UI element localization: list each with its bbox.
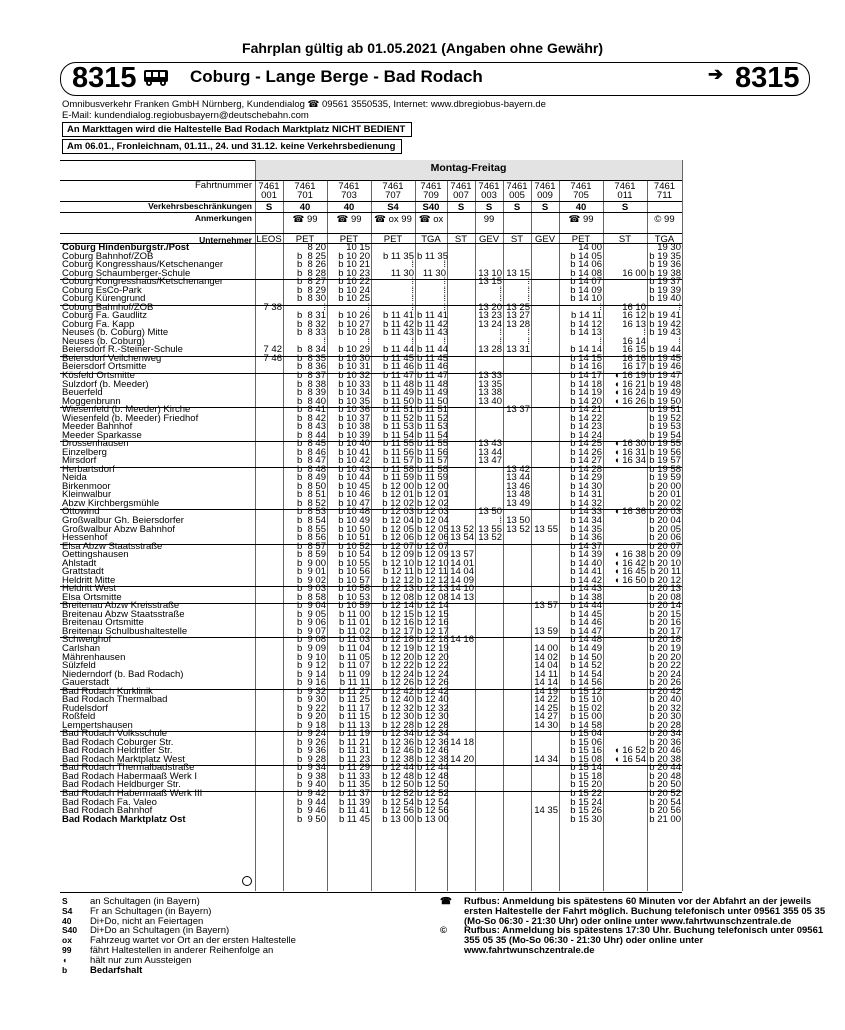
trip-number-suffix: 703 <box>341 190 357 201</box>
trip-times-column: b 11 35 ⁞ 11 30 ⁞ ⁞ ⁞ ⁞ b 11 41 b 11 42 b 11 43 ⁞ b 11 44 b 11 45 b 11 46 b 11 47 b 11 48 b 11 49 b 11 50 b 11 51 b 11 52 b 11 53 b 11 54 b 11 55 b 11 56 b 11 57 b 11 58 b 11 59 b 12 00 b 12 01 b 12 02 b 12 03 b 12 04 b 12 05 b 12 06 b 12 07 b 12 09 b 12 10 b 12 11 b 12 12 b 12 13 b 12 08 b 12 14 b 12 15 b 12 16 b 12 17 b 12 18 b 12 19 b 12 20 b 12 22 b 12 24 b 12 26 b 12 42 b 12 40 b 12 32 b 12 30 b 12 28 b 12 34 b 12 36 b 12 46 b 12 38 b 12 44 b 12 48 b 12 50 b 12 52 b 12 54 b 12 56 b 13 00 <box>417 250 449 825</box>
trip-number: 7461 <box>450 181 472 192</box>
stop-name: Sulzdorf (b. Meeder) <box>62 378 149 390</box>
trip-number-suffix: 001 <box>261 190 277 201</box>
trip-operator: ST <box>454 234 468 245</box>
stop-name: Coburg Fa. Gaudlitz <box>62 310 148 322</box>
stop-name: Bad Rodach Coburger Str. <box>62 736 174 748</box>
legend-text: Fahrzeug wartet vor Ort an der ersten Haltestelle <box>90 935 296 947</box>
column-divider <box>503 180 504 891</box>
legend-symbol: S40 <box>62 925 78 936</box>
trip-restriction: 40 <box>299 202 311 213</box>
stop-name: Bad Rodach Marktplatz West <box>62 753 185 765</box>
stop-name: Coburg Fa. Kapp <box>62 318 135 330</box>
trip-operator: PET <box>339 234 359 245</box>
legend-symbol: ◖ <box>62 954 68 965</box>
stop-name: Coburg Bahnhof/ZOB <box>62 250 154 262</box>
legend <box>62 897 296 975</box>
stop-name: Bad Rodach Heldburger Str. <box>62 779 181 791</box>
route-number-right: 8315 <box>735 62 800 94</box>
stop-name: Beiersdorf Veilchenweg <box>62 352 162 364</box>
trip-number-suffix: 007 <box>453 190 469 201</box>
stop-name: Mirsdorf <box>62 455 97 467</box>
trip-note: © 99 <box>654 214 675 225</box>
stop-name: Ottowind <box>62 506 100 518</box>
trip-note: ☎ ox 99 <box>374 214 412 225</box>
trip-restriction: 40 <box>575 202 587 213</box>
stop-name: Ahlstadt <box>62 557 97 569</box>
trip-number-suffix: 701 <box>297 190 313 201</box>
stop-name: Coburg EsCo-Park <box>62 284 142 296</box>
stop-name: Sülzfeld <box>62 660 96 672</box>
trip-times-column: 16 00 16 10 16 12 16 13 ⁞ 16 14 16 15 16 16 16 17 ◖ 16 19 ◖ 16 21 ◖ 16 24 ◖ 16 26 ◖ 16 30 ◖ 16 31 ◖ 16 34 ◖ 16 36 ◖ 16 38 ◖ 16 42 ◖ 16 45 ◖ 16 50 ◖ 16 52 ◖ 16 54 <box>613 267 646 765</box>
stop-name: Heldritt Mitte <box>62 574 116 586</box>
stop-name: Coburg Kongresshaus/Ketschenanger <box>62 276 224 288</box>
rufbus-text: Rufbus: Anmeldung bis spätestens 60 Minuten vor der Abfahrt an der jeweils ersten Haltestelle der Fahrt möglich. Buchung telefonisch unter 09561 355 05 35 (Mo-So 06:30 - 21:30 Uhr) oder online unter www.fahrtwunschzentrale.de <box>464 896 826 927</box>
stop-name: Birkenmoor <box>62 480 111 492</box>
trip-times-column: 13 10 13 15 ⁞ ⁞ 13 20 13 23 13 24 ⁞ ⁞ 13 28 13 33 13 35 13 38 13 40 13 43 13 44 13 47 13 50 ⁞ 13 55 13 52 <box>478 267 502 544</box>
stop-name: Neuses (b. Coburg) <box>62 335 145 347</box>
stop-name: Schweighof <box>62 634 112 646</box>
trip-number: 7461 <box>294 181 316 192</box>
stop-name: Neida <box>62 472 87 484</box>
legend-item <box>62 966 296 976</box>
column-divider <box>531 180 532 891</box>
column-divider <box>475 180 476 891</box>
trip-times-column: 13 52 13 54 13 57 14 01 14 04 14 09 14 10 14 13 14 16 14 18 14 20 <box>450 523 474 765</box>
legend-text: Di+Do, nicht an Feiertagen <box>90 915 204 927</box>
stop-name: Bad Rodach Thermalbadstraße <box>62 762 195 774</box>
trip-number: 7461 <box>420 181 442 192</box>
stop-name: Bad Rodach Habermaaß Werk I <box>62 770 197 782</box>
stop-name: Bad Rodach Thermalbad <box>62 694 168 706</box>
legend-text: Fr an Schultagen (in Bayern) <box>90 905 212 917</box>
column-divider <box>283 180 284 891</box>
stop-name: Bad Rodach Volksschule <box>62 728 168 740</box>
stop-name: Carlshan <box>62 642 101 654</box>
stop-name: Großwalbur Abzw Bahnhof <box>62 523 176 535</box>
stop-name: Niederndorf (b. Bad Rodach) <box>62 668 184 680</box>
trip-restriction: S <box>541 202 549 213</box>
stop-name: Moggenbrunn <box>62 395 121 407</box>
trip-restriction: S <box>513 202 521 213</box>
rufbus-note <box>440 897 830 926</box>
stop-name: Breitenau Schulbushaltestelle <box>62 625 188 637</box>
trip-times-column: 10 15 b 10 20 b 10 21 b 10 23 b 10 22 b 10 24 b 10 25 ⁞ b 10 26 b 10 27 b 10 28 ⁞ b 10 29 b 10 30 b 10 31 b 10 32 b 10 33 b 10 34 b 10 35 b 10 36 b 10 37 b 10 38 b 10 39 b 10 40 b 10 41 b 10 42 b 10 43 b 10 44 b 10 45 b 10 46 b 10 47 b 10 48 b 10 49 b 10 50 b 10 51 b 10 52 b 10 54 b 10 55 b 10 56 b 10 57 b 10 58 b 10 53 b 10 59 b 11 00 b 11 01 b 11 02 b 11 03 b 11 04 b 11 05 b 11 07 b 11 09 b 11 11 b 11 27 b 11 25 b 11 17 b 11 15 b 11 13 b 11 19 b 11 21 b 11 31 b 11 23 b 11 29 b 11 33 b 11 35 b 11 37 b 11 39 b 11 41 b 11 45 <box>338 242 370 825</box>
stop-name: Kösfeld Ortsmitte <box>62 369 135 381</box>
stop-name: Bad Rodach Heldritter Str. <box>62 745 173 757</box>
trip-operator: PET <box>295 234 315 245</box>
operator-info <box>62 99 546 121</box>
trip-operator: ST <box>510 234 524 245</box>
day-header: Montag-Freitag <box>430 162 507 174</box>
trip-operator: GEV <box>534 234 556 245</box>
bus-icon <box>143 69 169 87</box>
operator-email: E-Mail: kundendialog.regiobusbayern@deutschebahn.com <box>62 110 309 121</box>
trip-number-suffix: 003 <box>481 190 497 201</box>
trip-number: 7461 <box>506 181 528 192</box>
stop-name: Wiesenfeld (b. Meeder) Kirche <box>62 404 191 416</box>
label-anmerkungen: Anmerkungen <box>194 213 252 223</box>
circle-icon <box>242 876 252 886</box>
trip-number: 7461 <box>338 181 360 192</box>
legend-symbol: 99 <box>62 944 72 955</box>
stop-name: Rudelsdorf <box>62 702 108 714</box>
stop-name: Einzelberg <box>62 446 107 458</box>
legend-text: hält nur zum Aussteigen <box>90 954 192 966</box>
trip-number-suffix: 711 <box>656 190 673 201</box>
stop-name: Coburg Bahnhof/ZOB <box>62 301 154 313</box>
legend-symbol: 40 <box>62 915 72 926</box>
stop-name: Großwalbur Gh. Beiersdorfer <box>62 515 184 526</box>
trip-times-column: 8 20 b 8 25 b 8 26 b 8 28 b 8 27 b 8 29 b 8 30 ⁞ b 8 31 b 8 32 b 8 33 ⁞ b 8 34 b 8 35 b 8 36 b 8 37 b 8 38 b 8 39 b 8 40 b 8 41 b 8 42 b 8 43 b 8 44 b 8 45 b 8 46 b 8 47 b 8 48 b 8 49 b 8 50 b 8 51 b 8 52 b 8 53 b 8 54 b 8 55 b 8 56 b 8 57 b 8 59 b 9 00 b 9 01 b 9 02 b 9 03 b 8 58 b 9 04 b 9 05 b 9 06 b 9 07 b 9 08 b 9 09 b 9 10 b 9 12 b 9 14 b 9 16 b 9 32 b 9 30 b 9 22 b 9 20 b 9 18 b 9 24 b 9 26 b 9 36 b 9 28 b 9 34 b 9 38 b 9 40 b 9 42 b 9 44 b 9 46 b 9 50 <box>296 242 326 825</box>
label-fahrtnummer: Fahrtnummer <box>194 180 252 191</box>
trip-number: 7461 <box>258 181 280 192</box>
trip-operator: GEV <box>478 234 500 245</box>
trip-operator: TGA <box>421 234 441 245</box>
trip-number: 7461 <box>382 181 404 192</box>
column-divider <box>647 180 648 891</box>
notice-no-service: Am 06.01., Fronleichnam, 01.11., 24. und 31.12. keine Verkehrsbedienung <box>62 139 402 154</box>
stop-name: Breitenau Abzw Kreisstraße <box>62 600 180 612</box>
stop-name: Beiersdorf R.-Steiner-Schule <box>62 344 183 356</box>
legend-symbol: ox <box>62 935 72 946</box>
trip-restriction: S <box>485 202 493 213</box>
route-title: Coburg - Lange Berge - Bad Rodach <box>190 67 483 86</box>
trip-note: ☎ ox <box>418 214 444 225</box>
stop-name: Heldritt West <box>62 583 117 595</box>
trip-note: ☎ 99 <box>292 214 318 225</box>
stop-name: Meeder Sparkasse <box>62 429 142 441</box>
stop-name: Beiersdorf Ortsmitte <box>62 361 147 373</box>
trip-times-column: 7 38 7 42 7 46 <box>263 301 282 364</box>
trip-note: 99 <box>483 214 495 225</box>
stop-name: Roßfeld <box>62 711 96 723</box>
trip-times-column: b 11 35 ⁞ 11 30 ⁞ ⁞ ⁞ ⁞ b 11 41 b 11 42 b 11 43 ⁞ b 11 44 b 11 45 b 11 46 b 11 47 b 11 48 b 11 49 b 11 50 b 11 51 b 11 52 b 11 53 b 11 54 b 11 55 b 11 56 b 11 57 b 11 58 b 11 59 b 12 00 b 12 01 b 12 02 b 12 03 b 12 04 b 12 05 b 12 06 b 12 07 b 12 09 b 12 10 b 12 11 b 12 12 b 12 13 b 12 08 b 12 14 b 12 15 b 12 16 b 12 17 b 12 18 b 12 19 b 12 20 b 12 22 b 12 24 b 12 26 b 12 42 b 12 40 b 12 32 b 12 30 b 12 28 b 12 34 b 12 36 b 12 46 b 12 38 b 12 44 b 12 48 b 12 50 b 12 52 b 12 54 b 12 56 b 13 00 <box>382 250 414 825</box>
stop-name: Bad Rodach Bahnhof <box>62 805 153 817</box>
trip-restriction: S <box>265 202 273 213</box>
column-divider <box>603 180 604 891</box>
column-divider <box>559 180 560 891</box>
trip-number-suffix: 705 <box>573 190 589 201</box>
trip-operator: LEOS <box>256 234 282 245</box>
trip-operator: ST <box>618 234 632 245</box>
trip-times-column: 19 30 b 19 35 b 19 36 b 19 38 b 19 37 b 19 39 b 19 40 ⁞ b 19 41 b 19 42 b 19 43 ⁞ b 19 44 b 19 45 b 19 46 b 19 47 b 19 48 b 19 49 b 19 50 b 19 51 b 19 52 b 19 53 b 19 54 b 19 55 b 19 56 b 19 57 b 19 58 b 19 59 b 20 00 b 20 01 b 20 02 b 20 03 b 20 04 b 20 05 b 20 06 b 20 07 b 20 09 b 20 10 b 20 11 b 20 12 b 20 13 b 20 08 b 20 14 b 20 15 b 20 16 b 20 17 b 20 18 b 20 19 b 20 20 b 20 22 b 20 24 b 20 26 b 20 42 b 20 40 b 20 32 b 20 30 b 20 28 b 20 34 b 20 36 b 20 46 b 20 38 b 20 44 b 20 48 b 20 50 b 20 52 b 20 54 b 20 56 b 21 00 <box>649 242 681 825</box>
column-divider <box>682 160 683 891</box>
copyright-phone-icon: © <box>440 925 447 937</box>
stop-name: Lempertshausen <box>62 719 133 731</box>
stop-name: Bad Rodach Marktplatz Ost <box>62 813 186 825</box>
rufbus-note <box>440 926 830 955</box>
validity-heading: Fahrplan gültig ab 01.05.2021 (Angaben ohne Gewähr) <box>242 40 603 56</box>
trip-restriction: S40 <box>422 202 440 213</box>
trip-times-column: 13 15 ⁞ ⁞ ⁞ 13 25 13 27 13 28 ⁞ ⁞ 13 31 13 37 13 42 13 44 13 46 13 48 13 49 13 50 13 52 <box>506 267 530 535</box>
stop-name: Breitenau Abzw Staatsstraße <box>62 608 185 620</box>
phone-icon: ☎ <box>440 896 452 907</box>
label-verkehrsbeschraenkungen: Verkehrsbeschränkungen <box>148 201 252 211</box>
trip-note: ☎ 99 <box>568 214 594 225</box>
legend-symbol: S4 <box>62 905 73 916</box>
trip-number: 7461 <box>653 181 676 192</box>
trip-times-column: 14 00 b 14 05 b 14 06 b 14 08 b 14 07 b 14 09 b 14 10 ⁞ b 14 11 b 14 12 b 14 13 ⁞ b 14 14 b 14 15 b 14 16 b 14 17 b 14 18 b 14 19 b 14 20 b 14 21 b 14 22 b 14 23 b 14 24 b 14 25 b 14 26 b 14 27 b 14 28 b 14 29 b 14 30 b 14 31 b 14 32 b 14 33 b 14 34 b 14 35 b 14 36 b 14 37 b 14 39 b 14 40 b 14 41 b 14 42 b 14 43 b 14 38 b 14 44 b 14 45 b 14 46 b 14 47 b 14 48 b 14 49 b 14 50 b 14 52 b 14 54 b 14 56 b 15 12 b 15 10 b 15 02 b 15 00 b 14 58 b 15 04 b 15 06 b 15 16 b 15 08 b 15 14 b 15 18 b 15 20 b 15 22 b 15 24 b 15 26 b 15 30 <box>570 242 602 825</box>
trip-restriction: S <box>621 202 629 213</box>
legend-symbol: b <box>62 964 68 975</box>
label-unternehmer: Unternehmer <box>199 235 252 245</box>
trip-operator: PET <box>571 234 591 245</box>
column-divider <box>415 180 416 891</box>
trip-number-suffix: 707 <box>385 190 401 201</box>
legend-text: Di+Do an Schultagen (in Bayern) <box>90 925 230 937</box>
trip-number-suffix: 011 <box>617 190 633 201</box>
legend-text: an Schultagen (in Bayern) <box>90 896 200 907</box>
stop-name: Drossenhausen <box>62 438 129 450</box>
stop-name: Coburg Schaumberger-Schule <box>62 267 191 279</box>
column-divider <box>371 180 372 891</box>
trip-restriction: S <box>457 202 465 213</box>
trip-restriction: 40 <box>343 202 355 213</box>
trip-operator: PET <box>383 234 403 245</box>
trip-number-suffix: 005 <box>509 190 525 201</box>
route-number: 8315 <box>72 62 137 94</box>
rufbus-notes <box>440 897 830 956</box>
stop-name: Oettingshausen <box>62 549 129 561</box>
stop-name: Kleinwalbur <box>62 489 112 501</box>
stop-name: Herbartsdorf <box>62 463 115 475</box>
stop-name: Breitenau Ortsmitte <box>62 617 144 629</box>
stop-name: Beuerfeld <box>62 387 103 399</box>
rufbus-text: Rufbus: Anmeldung bis spätestens 17:30 Uhr. Buchung telefonisch unter 09561 355 05 35 (Mo-So 06:30 - 21:30 Uhr) oder online unter www.fahrtwunschzentrale.de <box>464 925 824 956</box>
arrow-right-icon: ➔ <box>708 64 724 84</box>
stop-name: Coburg Hindenburgstr./Post <box>62 242 190 253</box>
legend-symbol: S <box>62 896 68 906</box>
column-divider <box>255 160 256 891</box>
stop-name: Hessenhof <box>62 532 108 544</box>
trip-number: 7461 <box>570 181 592 192</box>
trip-number: 7461 <box>534 181 556 192</box>
trip-times-column: 13 55 13 57 13 59 14 00 14 02 14 04 14 11 14 14 14 19 14 22 14 25 14 27 14 30 14 34 14 35 <box>534 523 558 817</box>
stop-list <box>62 244 223 824</box>
stop-name: Gauerstadt <box>62 677 109 689</box>
stop-name: Coburg Kongresshaus/Ketschenanger <box>62 259 224 271</box>
legend-text: Bedarfshalt <box>90 964 143 976</box>
trip-restriction: S4 <box>387 202 399 213</box>
stop-name: Bad Rodach Kurklinik <box>62 685 153 697</box>
trip-number-suffix: 009 <box>537 190 553 201</box>
stop-name: Bad Rodach Habermaaß Werk III <box>62 788 203 799</box>
trip-number: 7461 <box>478 181 500 192</box>
stop-name: Wiesenfeld (b. Meeder) Friedhof <box>62 412 199 424</box>
operator-line-1: Omnibusverkehr Franken GmbH Nürnberg, Kundendialog ☎ 09561 3550535, Internet: www.dbregiobus-bayern.de <box>62 99 546 110</box>
stop-name: Abzw Kirchbergsmühle <box>62 497 160 509</box>
stop-name: Bad Rodach Fa. Valeo <box>62 796 157 808</box>
trip-operator: TGA <box>654 234 675 245</box>
stop-name: Elsa Abzw Staatsstraße <box>62 540 163 552</box>
trip-number: 7461 <box>614 181 636 192</box>
trip-note: ☎ 99 <box>336 214 362 225</box>
stop-name: Neuses (b. Coburg) Mitte <box>62 327 169 339</box>
stop-name: Mährenhausen <box>62 651 126 663</box>
stop-name: Meeder Bahnhof <box>62 421 133 433</box>
column-divider <box>327 180 328 891</box>
legend-text: fährt Haltestellen in anderer Reihenfolge an <box>90 944 274 956</box>
stop-name: Elsa Ortsmitte <box>62 591 122 603</box>
stop-name: Coburg Kürengrund <box>62 293 146 305</box>
trip-number-suffix: 709 <box>423 190 439 201</box>
notice-market-days: An Markttagen wird die Haltestelle Bad Rodach Marktplatz NICHT BEDIENT <box>62 122 412 137</box>
stop-name: Grattstadt <box>62 566 104 578</box>
